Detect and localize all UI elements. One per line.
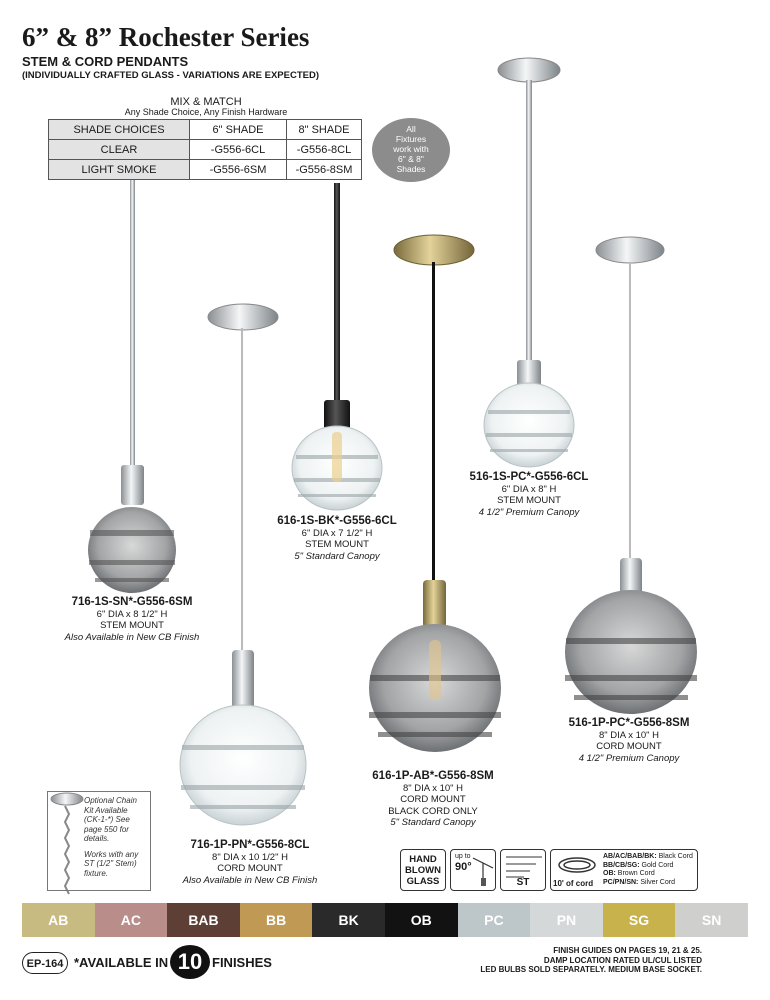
cord-line (603, 870, 693, 879)
pendant-716-1s-sn-image (88, 180, 176, 593)
fixture-note: Also Available in New CB Finish (64, 631, 200, 643)
pendant-716-1p-pn-image (180, 304, 306, 825)
fixture-model: 516-1S-PC*-G556-6CL (469, 471, 589, 483)
cord-codes: AB/AC/BAB/BK: (603, 853, 657, 860)
fixture-mount: CORD MOUNT (217, 863, 283, 874)
hand-blown-glass-badge (400, 849, 446, 891)
finish-code: SG (628, 912, 650, 928)
fixture-label (454, 472, 604, 518)
stem-lengths-icon (504, 853, 544, 879)
fixture-model: 616-1P-AB*-G556-8SM (372, 770, 494, 782)
finish-swatch-bab (167, 903, 240, 937)
finish-swatch-pn (530, 903, 603, 937)
finish-swatches (22, 903, 748, 937)
slope-icon (471, 854, 495, 888)
finish-code: BK (338, 912, 359, 928)
badge-line: Fixtures (395, 134, 427, 144)
fixture-mount: CORD MOUNT (596, 741, 662, 752)
badge-line: All (406, 124, 416, 134)
badge-line: work with (393, 144, 429, 154)
chain-kit-text: Optional Chain Kit Available (CK-1-*) See page 550 for details. (84, 796, 137, 843)
fixture-mount: STEM MOUNT (497, 495, 561, 506)
footer-note: FINISH GUIDES ON PAGES 19, 21 & 25. (553, 946, 702, 955)
available-prefix: *AVAILABLE IN (74, 955, 169, 970)
finish-swatch-ac (95, 903, 168, 937)
page-number: EP-164 (22, 952, 68, 974)
finish-code: AB (48, 912, 69, 928)
chain-kit-compat: Works with any ST (1/2" Stem) fixture. (84, 849, 139, 878)
fixture-note: 5" Standard Canopy (390, 817, 476, 828)
page-title: 6” & 8” Rochester Series (22, 22, 310, 52)
table-cell: -G556-8CL (287, 140, 362, 160)
finish-code: AC (120, 912, 141, 928)
fixture-mount: CORD MOUNT (400, 794, 466, 805)
footer-note: DAMP LOCATION RATED UL/CUL LISTED (543, 955, 702, 965)
cord-coil-icon (555, 854, 599, 876)
finish-code: PC (484, 912, 504, 928)
cord-color: Silver Cord (640, 878, 675, 886)
fixture-label (52, 597, 212, 643)
fixture-size: 8" DIA x 10" H (402, 782, 464, 794)
fixture-note: 4 1/2" Premium Canopy (478, 506, 580, 518)
mix-match-subtitle: Any Shade Choice, Any Finish Hardware (124, 107, 288, 117)
badge-line: Shades (396, 164, 426, 174)
fixture-label (165, 840, 335, 886)
cord-length: 10' of cord (553, 879, 594, 888)
finish-code: SN (701, 912, 722, 928)
finish-code: BAB (188, 912, 219, 928)
fixture-label (358, 771, 508, 829)
fixture-model: 716-1S-SN*-G556-6SM (71, 596, 193, 608)
fixture-label (554, 718, 704, 764)
finish-code: OB (410, 912, 432, 928)
fixture-size: 8" DIA x 10" H (598, 729, 660, 741)
pendant-616-1s-bk-image (292, 183, 382, 510)
hand-blown-text: HAND BLOWN GLASS (405, 854, 441, 887)
fixture-label (262, 516, 412, 562)
finish-swatch-sn (675, 903, 748, 937)
glass-note: (INDIVIDUALLY CRAFTED GLASS - VARIATIONS ARE EXPECTED) (22, 70, 319, 81)
finish-swatch-bk (312, 903, 385, 937)
available-suffix: FINISHES (212, 955, 272, 970)
cord-codes: PC/PN/SN: (603, 878, 639, 886)
fixture-size: 6" DIA x 7 1/2" H (301, 527, 373, 539)
table-cell: 6" SHADE (190, 120, 287, 140)
table-cell: -G556-6CL (190, 140, 287, 160)
fixture-mount: STEM MOUNT (305, 539, 369, 550)
fixture-size: 8" DIA x 10 1/2" H (212, 851, 288, 863)
stem-lengths-badge (500, 849, 546, 891)
table-cell: -G556-8SM (287, 160, 362, 180)
finish-count: 10 (170, 945, 210, 979)
stem-code: ST (516, 877, 530, 888)
footer-note: LED BULBS SOLD SEPARATELY. MEDIUM BASE SOCKET. (480, 965, 702, 974)
finish-swatch-ab (22, 903, 95, 937)
fixture-note: Also Available in New CB Finish (182, 874, 318, 886)
footer-notes (480, 946, 702, 975)
table-cell: 8" SHADE (287, 120, 362, 140)
cord-line (603, 853, 693, 862)
finish-swatch-bb (240, 903, 313, 937)
table-cell: SHADE CHOICES (49, 120, 190, 140)
finish-swatch-sg (603, 903, 676, 937)
table-cell: -G556-6SM (190, 160, 287, 180)
fixture-note: 5" Standard Canopy (294, 550, 380, 562)
fixture-size: 6" DIA x 8 1/2" H (96, 608, 168, 620)
fixture-size: 6" DIA x 8" H (501, 483, 557, 495)
finish-code: BB (265, 912, 287, 928)
badge-line: 6" & 8" (398, 154, 424, 164)
page-subtitle: STEM & CORD PENDANTS (22, 54, 189, 69)
cord-color: Black Cord (658, 853, 693, 860)
slope-up-to: up to (455, 853, 471, 860)
cord-color: Brown Cord (617, 870, 655, 877)
chain-kit-note (84, 796, 146, 878)
cord-info-badge (550, 849, 698, 891)
table-cell: CLEAR (49, 140, 190, 160)
finish-swatch-ob (385, 903, 458, 937)
fixture-extra: BLACK CORD ONLY (388, 805, 478, 817)
fixture-model: 716-1P-PN*-G556-8CL (190, 839, 310, 851)
table-cell: LIGHT SMOKE (49, 160, 190, 180)
cord-codes: OB: (603, 870, 616, 877)
finish-code: PN (556, 912, 577, 928)
cord-line (603, 862, 693, 871)
fixture-mount: STEM MOUNT (100, 620, 164, 631)
cord-line (603, 879, 693, 888)
fixture-model: 516-1P-PC*-G556-8SM (568, 717, 690, 729)
mix-match-title: MIX & MATCH (170, 96, 242, 108)
slope-degrees: 90° (455, 861, 472, 873)
pendant-516-1s-pc-image (484, 58, 574, 467)
sloped-ceiling-badge (450, 849, 496, 891)
fixture-note: 4 1/2" Premium Canopy (578, 752, 680, 764)
fixture-model: 616-1S-BK*-G556-6CL (277, 515, 397, 527)
cord-colors (603, 853, 693, 887)
cord-codes: BB/CB/SG: (603, 861, 640, 869)
finish-swatch-pc (458, 903, 531, 937)
cord-color: Gold Cord (641, 861, 674, 869)
